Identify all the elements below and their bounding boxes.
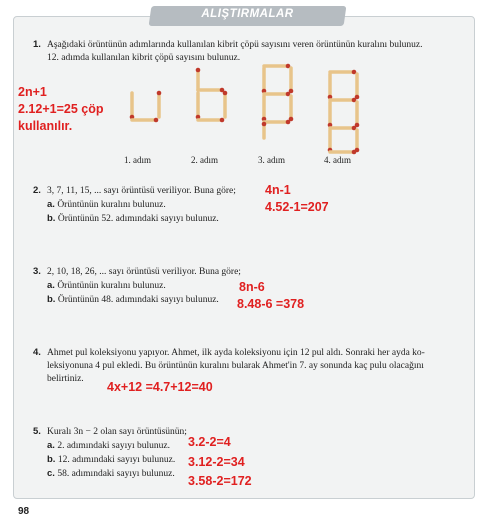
question-5-b: 12. adımındaki sayıyı bulunuz. [57,455,176,465]
page-title: ALIŞTIRMALAR [201,8,294,20]
answer-4: 4x+12 =4.7+12=40 [107,380,213,394]
question-5-c: 58. adımındaki sayıyı bulunuz. [57,469,175,479]
question-5: 5. Kuralı 3n − 2 olan sayı örüntüsünün; a. 2. adımındaki sayıyı bulunuz. b. 12. adımındaki sayıyı bulunuz. c. 58. adımındaki sayıyı bulunuz. [33,426,187,479]
answer-2a: 4n-1 [265,183,291,197]
matchstick-head [154,118,159,123]
question-4-line-1: Ahmet pul koleksiyonu yapıyor. Ahmet, ilk ayda koleksiyonu için 12 pul aldı. Sonraki her ayda ko- [47,348,425,358]
matchstick-head [157,91,162,96]
answer-1-calc: 2.12+1=25 çöp [18,102,104,116]
question-2-b: Örüntünün 52. adımındaki sayıyı bulunuz. [57,214,219,224]
answer-5c: 3.58-2=172 [188,474,252,488]
answer-1-text: kullanılır. [18,119,73,133]
question-4 [33,346,473,386]
answer-5a: 3.2-2=4 [188,435,231,449]
matchstick-head [286,120,291,125]
matchstick-head [352,150,357,155]
question-5-a: 2. adımındaki sayıyı bulunuz. [57,441,170,451]
question-3-b: Örüntünün 48. adımındaki sayıyı bulunuz. [57,295,219,305]
question-4-line-2: leksiyonuna 4 pul ekledi. Bu örüntünün kuralını bularak Ahmet'in 7. ay sonunda kaç pulu olacağını [47,361,424,371]
answer-5b: 3.12-2=34 [188,455,245,469]
step-4-label: 4. adım [324,155,351,165]
answer-1-rule: 2n+1 [18,85,47,99]
question-number: 1. [33,39,41,50]
question-3-text: 2, 10, 18, 26, ... sayı örüntüsü veriliyor. Buna göre; [47,267,241,277]
question-5-text: Kuralı 3n − 2 olan sayı örüntüsünün; [47,427,187,437]
step-1-label: 1. adım [124,155,151,165]
matchstick-head [262,122,267,127]
question-number: 5. [33,426,41,437]
question-1-line-2: 12. adımda kullanılan kibrit çöpü sayısını bulunuz. [47,53,241,63]
step-2-label: 2. adım [191,155,218,165]
question-2-text: 3, 7, 11, 15, ... sayı örüntüsü veriliyor. Buna göre; [47,186,236,196]
answer-3a: 8n-6 [239,280,265,294]
question-number: 2. [33,185,41,196]
question-3: 3. 2, 10, 18, 26, ... sayı örüntüsü veriliyor. Buna göre; a. Örüntünün kuralını bulunuz. b. Örüntünün 48. adımındaki sayıyı bulunuz. [33,266,241,305]
question-2: 2. 3, 7, 11, 15, ... sayı örüntüsü veriliyor. Buna göre; a. Örüntünün kuralını bulunuz. b. Örüntünün 52. adımındaki sayıyı bulunuz. [33,185,236,224]
matchstick-head [220,88,225,93]
question-number: 3. [33,266,41,277]
question-2-a: Örüntünün kuralını bulunuz. [57,200,166,210]
answer-2b: 4.52-1=207 [265,200,329,214]
page-number: 98 [18,506,30,517]
question-3-a: Örüntünün kuralını bulunuz. [57,281,166,291]
question-number: 4. [33,347,41,358]
question-1-line-1: Aşağıdaki örüntünün adımlarında kullanılan kibrit çöpü sayısını veren örüntünün kuralını bulunuz. [47,40,423,50]
question-4-line-3: belirtiniz. [47,374,84,384]
matchstick-head [196,68,201,73]
matchstick-head [220,118,225,123]
matchsticks [130,64,360,155]
answer-3b: 8.48-6 =378 [237,297,305,311]
step-3-label: 3. adım [258,155,285,165]
